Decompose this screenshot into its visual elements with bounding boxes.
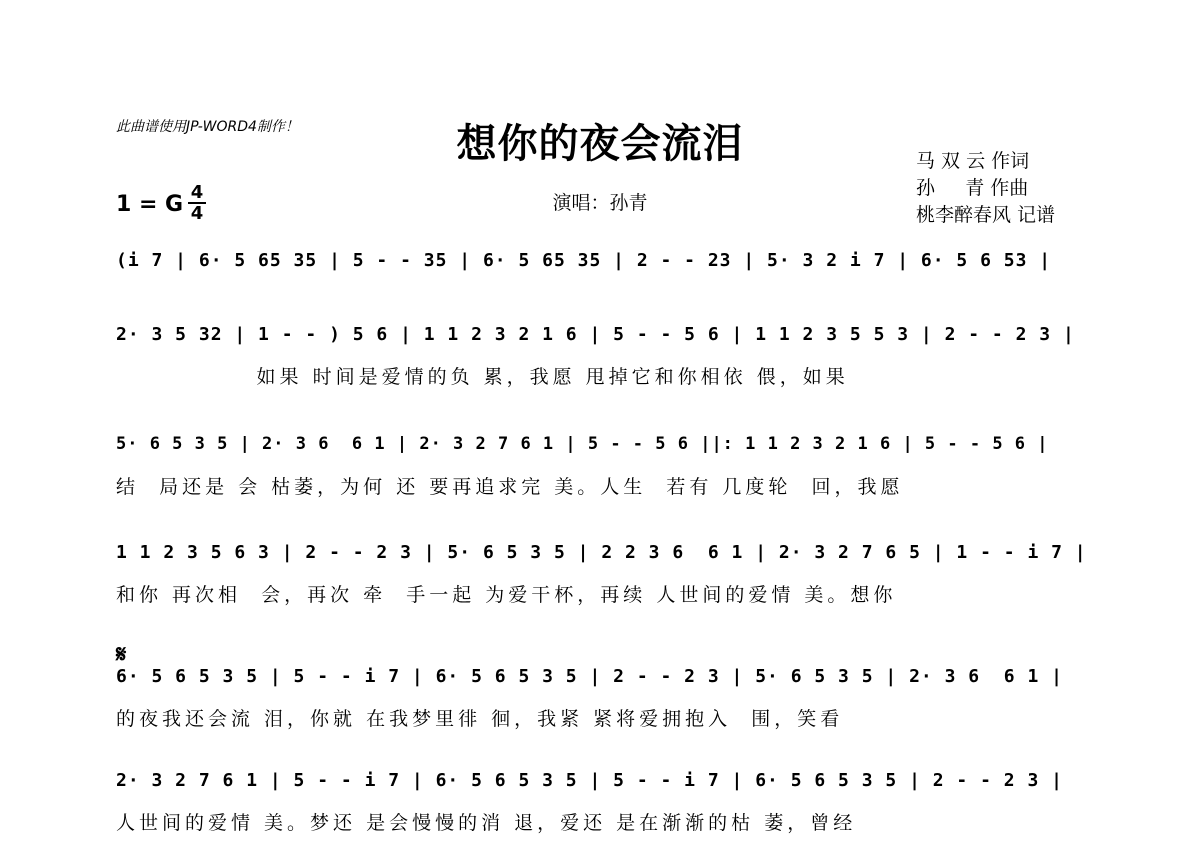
music-line: [116, 428, 1090, 468]
music-line: [116, 244, 1090, 284]
notation-text: 5· 6 5 3 5 | 2· 3 6 6 1 | 2· 3 2 7 6 1 | 5 - - 5 6 ||: 1 1 2 3 2 1 6 | 5 - - 5 6 |: [116, 434, 1049, 454]
lyrics-line: 和你 再次相 会，再次 牵 手一起 为爱干杯，再续 人世间的爱情 美。想你: [116, 584, 897, 606]
lyrics-line: 人世间的爱情 美。梦还 是会慢慢的消 退，爱还 是在渐渐的枯 萎，曾经: [116, 812, 857, 834]
singer-line: 演唱：孙青: [552, 192, 648, 214]
notation-text: (i 7 | 6· 5 65 35 | 5 - - 35 | 6· 5 65 35 | 2 - - 23 | 5· 3 2 i 7 | 6· 5 6 53 |: [116, 250, 1052, 271]
notation-text: 6· 5 6 5 3 5 | 5 - - i 7 | 6· 5 6 5 3 5 | 2 - - 2 3 | 5· 6 5 3 5 | 2· 3 6 6 1 |: [116, 666, 1063, 687]
time-signature: [186, 184, 208, 222]
music-line: [116, 318, 1090, 358]
credit-note: 此曲谱使用JP-WORD4制作！: [116, 119, 299, 135]
transcriber-credit: 桃李醉春风 记谱: [916, 204, 1056, 226]
credits-block: [916, 148, 1055, 229]
key-signature: 1 = G: [116, 192, 184, 217]
lyrics-line: 如果 时间是爱情的负 累，我愿 甩掉它和你相依 偎，如果: [116, 366, 849, 388]
music-line: [116, 536, 1090, 576]
segno-sign: 𝄋: [116, 640, 127, 668]
notation-text: 1 1 2 3 5 6 3 | 2 - - 2 3 | 5· 6 5 3 5 | 2 2 3 6 6 1 | 2· 3 2 7 6 5 | 1 - - i 7 |: [116, 542, 1087, 563]
time-signature-top: 4: [190, 182, 204, 203]
lyricist-credit: 马 双 云 作词: [916, 150, 1030, 172]
time-signature-bottom: 4: [190, 203, 204, 224]
music-line: [116, 764, 1090, 804]
music-line: [116, 660, 1090, 700]
page-title: 想你的夜会流泪: [456, 120, 744, 167]
notation-text: 2· 3 5 32 | 1 - - ) 5 6 | 1 1 2 3 2 1 6 | 5 - - 5 6 | 1 1 2 3 5 5 3 | 2 - - 2 3 |: [116, 324, 1075, 345]
lyrics-line: 的夜我还会流 泪，你就 在我梦里徘 徊，我紧 紧将爱拥抱入 围，笑看: [116, 708, 844, 730]
lyrics-line: 结 局还是 会 枯萎，为何 还 要再追求完 美。人生 若有 几度轮 回，我愿: [116, 476, 904, 498]
composer-credit: 孙 青 作曲: [916, 177, 1029, 199]
notation-text: 2· 3 2 7 6 1 | 5 - - i 7 | 6· 5 6 5 3 5 | 5 - - i 7 | 6· 5 6 5 3 5 | 2 - - 2 3 |: [116, 770, 1063, 791]
